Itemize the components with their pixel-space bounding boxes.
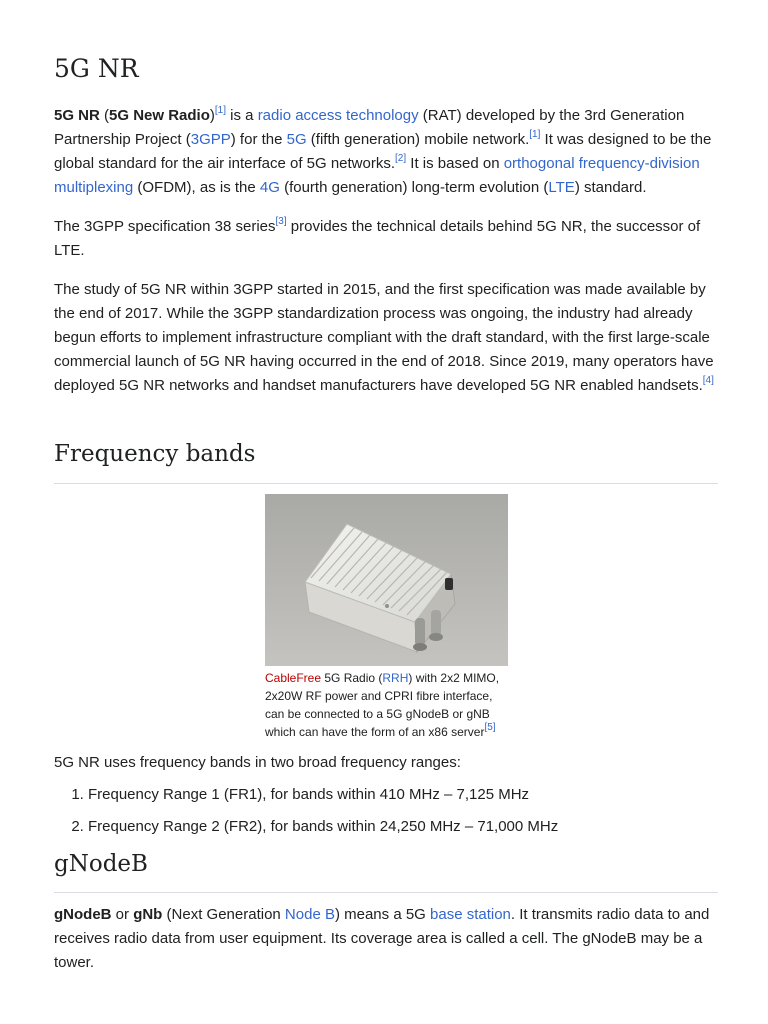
text-run: 5G Radio ( bbox=[321, 671, 383, 685]
section-heading-frequency-bands: Frequency bands bbox=[54, 441, 256, 467]
section-divider bbox=[54, 483, 718, 484]
text-run: ) for the bbox=[230, 131, 287, 148]
5g-radio-photo[interactable] bbox=[265, 494, 508, 666]
gnodeb-paragraph bbox=[54, 903, 718, 975]
link-cablefree[interactable]: CableFree bbox=[265, 671, 322, 685]
link-radio-access-technology[interactable]: radio access technology bbox=[257, 107, 419, 124]
section-heading-gnodeb: gNodeB bbox=[54, 851, 148, 877]
text-run: ) bbox=[209, 107, 215, 124]
text-run: (fourth generation) long-term evolution ( bbox=[279, 179, 549, 196]
reference-link-3[interactable]: [3] bbox=[275, 216, 287, 227]
link-ofdm[interactable]: orthogonal frequency-division multiplexing bbox=[54, 155, 700, 196]
link-base-station[interactable]: base station bbox=[430, 906, 511, 923]
text-run: (Next Generation bbox=[162, 906, 285, 923]
text-run: ( bbox=[99, 107, 110, 124]
text-run: The study of 5G NR within 3GPP started in 2015, and the first specification was made available by the end of 2017. While the 3GPP standardization process was ongoing, the industry had already begun efforts to implement infrastructure compliant with the draft standard, with the first large-scale commercial launch of 5G NR having occurred in the end of 2018. Since 2019, many operators have deployed 5G NR networks and handset manufacturers have developed 5G NR enabled handsets. bbox=[54, 281, 714, 394]
text-run: or bbox=[111, 906, 134, 923]
section-divider bbox=[54, 892, 718, 893]
link-4g[interactable]: 4G bbox=[259, 179, 280, 196]
spec-paragraph bbox=[54, 215, 718, 263]
bold-term: 5G NR bbox=[54, 107, 100, 124]
text-run: ) with 2x2 MIMO, 2x20W RF power and CPRI fibre interface, can be connected to a 5G gNodeB or gNB which can have the form of an x86 server bbox=[265, 671, 500, 739]
link-5g[interactable]: 5G bbox=[286, 131, 307, 148]
reference-link-4[interactable]: [4] bbox=[702, 375, 714, 386]
text-run: The 3GPP specification 38 series bbox=[54, 218, 276, 235]
figure-caption bbox=[265, 669, 508, 741]
text-run: ) standard. bbox=[574, 179, 647, 196]
list-item: 2. Frequency Range 2 (FR2), for bands within 24,250 MHz – 71,000 MHz bbox=[88, 815, 752, 839]
text-run: provides the technical details behind 5G NR, the successor of LTE. bbox=[54, 218, 701, 259]
intro-paragraph bbox=[54, 104, 718, 200]
reference-link-1b[interactable]: [1] bbox=[529, 129, 541, 140]
link-lte[interactable]: LTE bbox=[548, 179, 575, 196]
reference-link-5[interactable]: [5] bbox=[484, 722, 496, 733]
text-run: (OFDM), as is the bbox=[133, 179, 260, 196]
history-paragraph bbox=[54, 278, 718, 398]
link-rrh[interactable]: RRH bbox=[382, 671, 409, 685]
reference-link-1[interactable]: [1] bbox=[214, 105, 226, 116]
text-run: It was designed to be the global standard for the air interface of 5G networks. bbox=[54, 131, 712, 172]
frequency-range-list bbox=[54, 783, 752, 839]
link-node-b[interactable]: Node B bbox=[284, 906, 335, 923]
reference-link-2[interactable]: [2] bbox=[395, 153, 407, 164]
text-run: is a bbox=[226, 107, 258, 124]
page-title: 5G NR bbox=[54, 54, 139, 83]
text-run: . It transmits radio data to and receives radio data from user equipment. Its coverage area is called a cell. The gNodeB may be a tower. bbox=[54, 906, 710, 971]
bold-term: 5G New Radio bbox=[109, 107, 210, 124]
link-3gpp[interactable]: 3GPP bbox=[190, 131, 231, 148]
list-item: 1. Frequency Range 1 (FR1), for bands within 410 MHz – 7,125 MHz bbox=[88, 783, 752, 807]
bold-term: gNodeB bbox=[54, 906, 112, 923]
text-run: It is based on bbox=[406, 155, 504, 172]
frequency-lead: 5G NR uses frequency bands in two broad frequency ranges: bbox=[54, 754, 461, 771]
text-run: ) means a 5G bbox=[334, 906, 431, 923]
bold-term: gNb bbox=[133, 906, 163, 923]
text-run: (RAT) developed by the 3rd Generation Partnership Project ( bbox=[54, 107, 685, 148]
text-run: (fifth generation) mobile network. bbox=[306, 131, 530, 148]
figure-5g-radio bbox=[265, 494, 508, 741]
